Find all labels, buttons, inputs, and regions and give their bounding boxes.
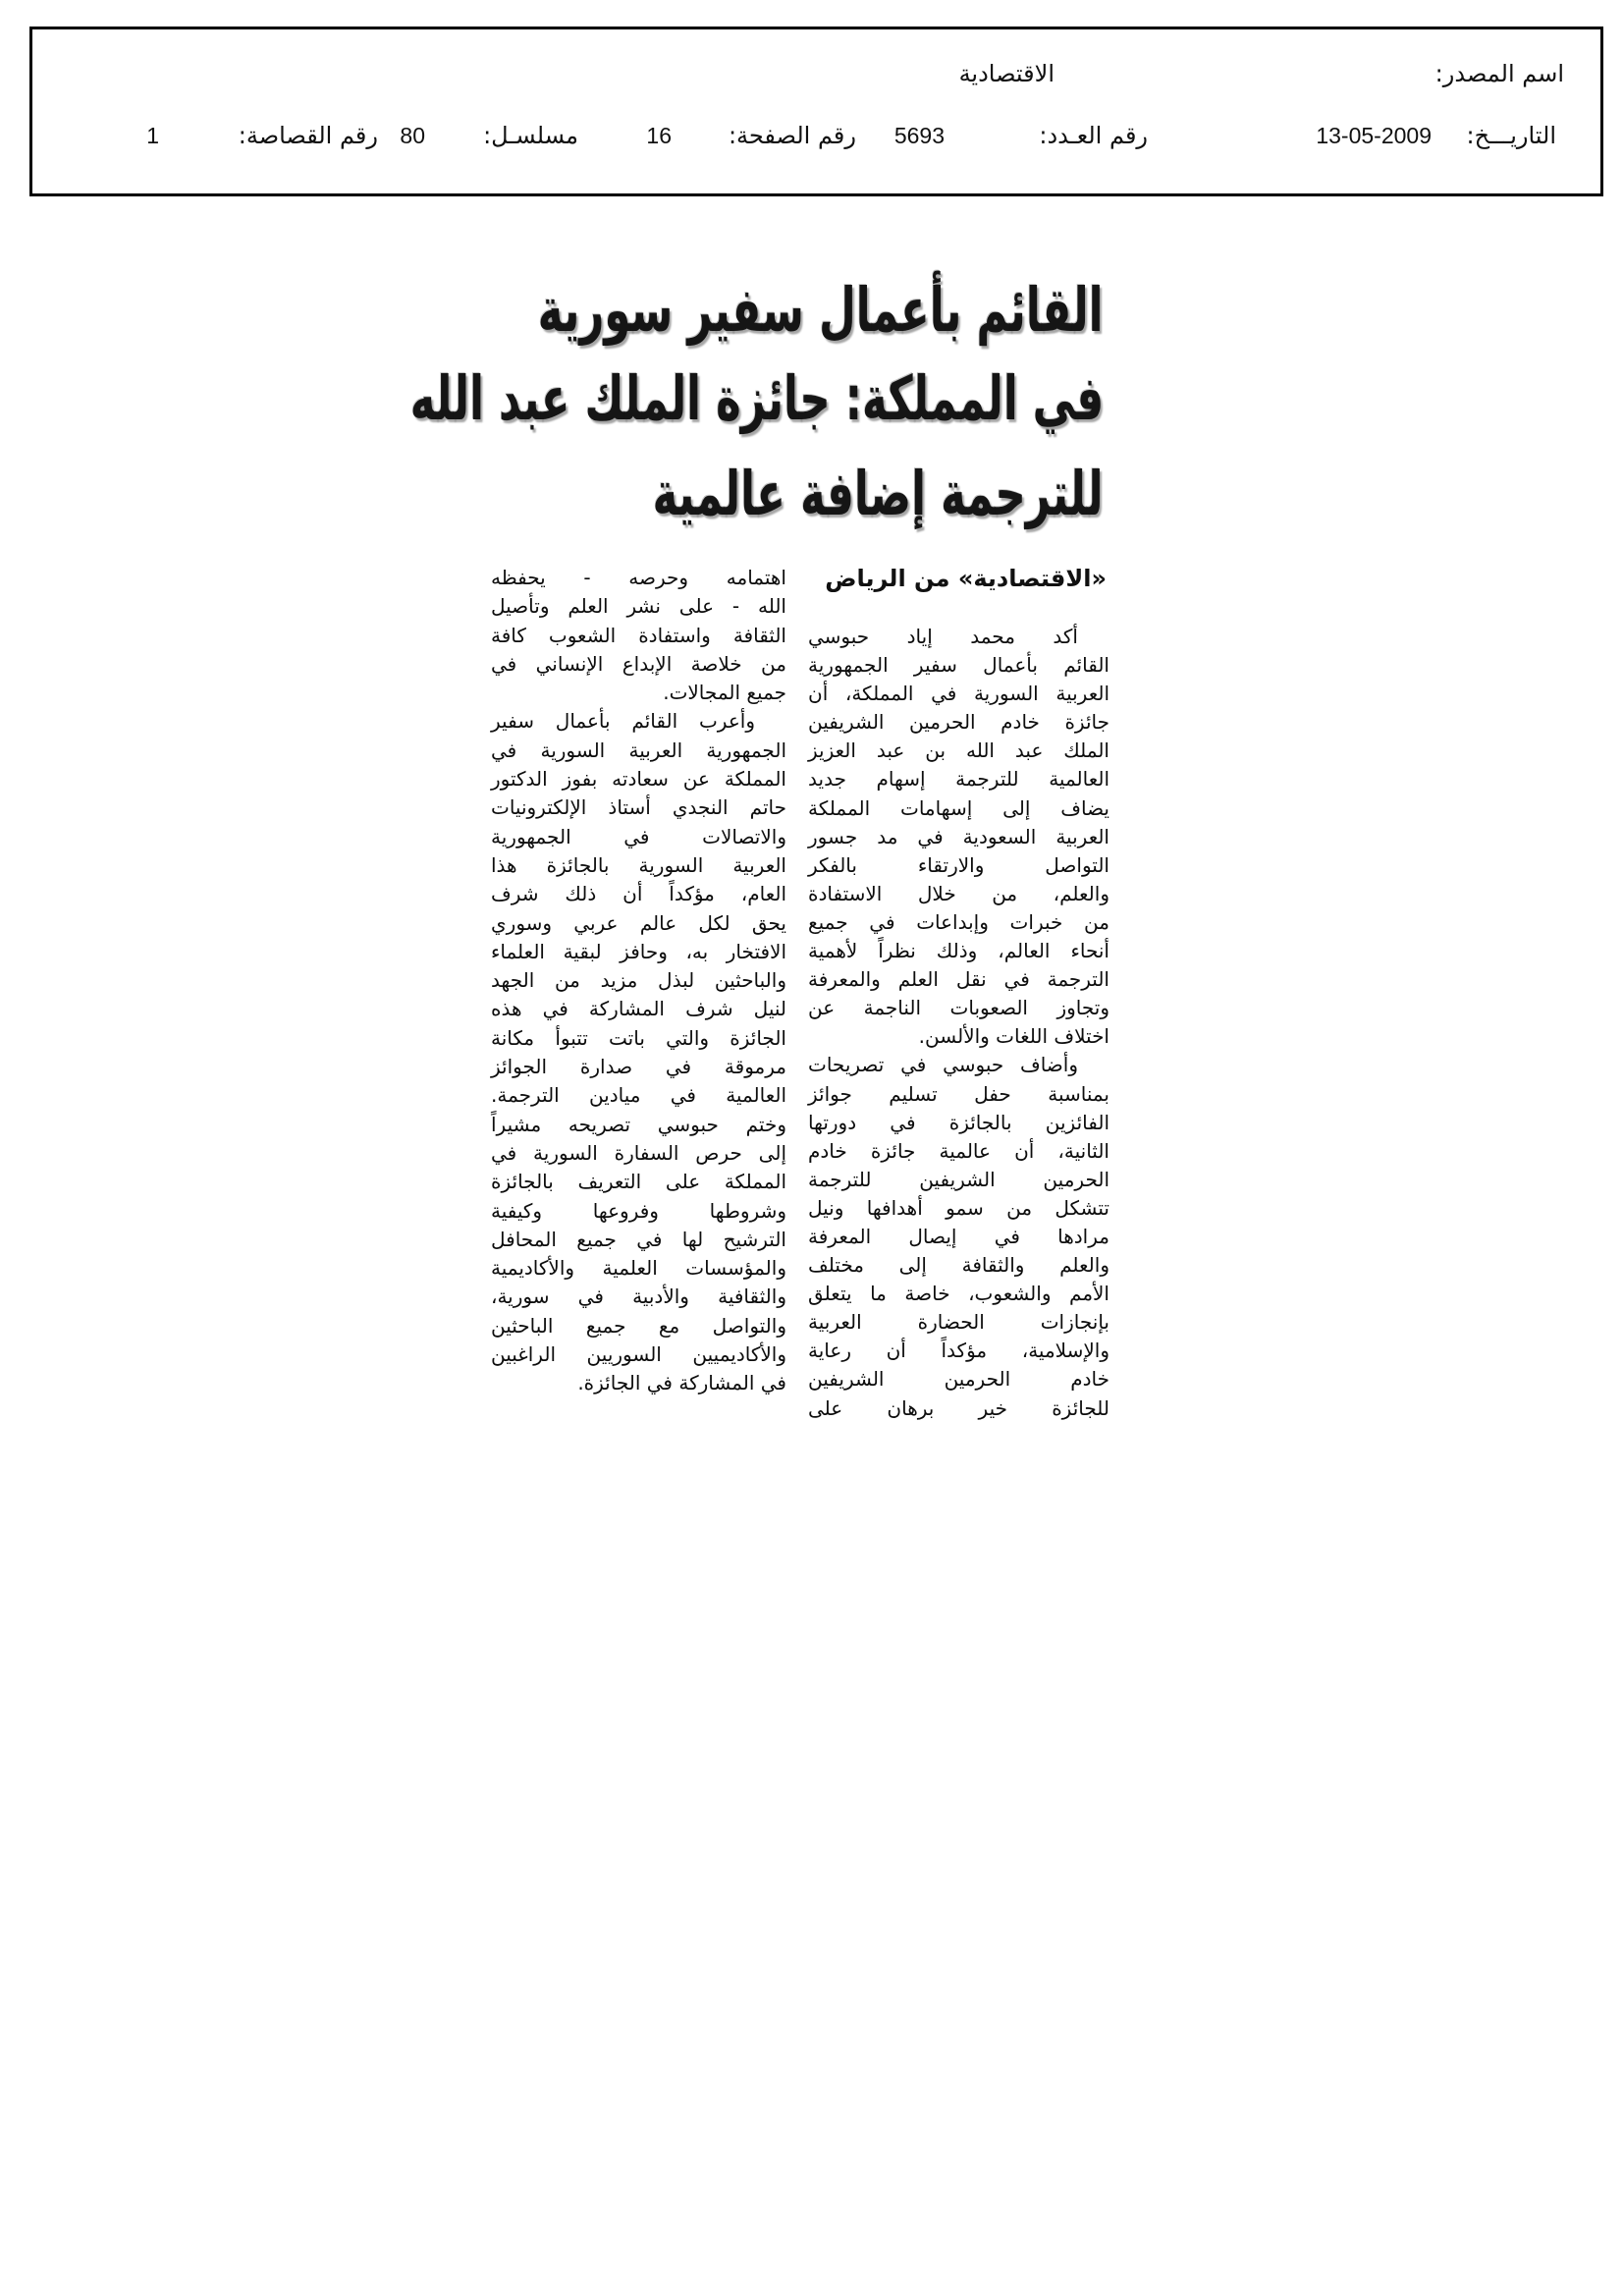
serial-label: مسلسـل: [483,122,578,149]
article-line: وشروطها وفروعها وكيفية [491,1198,786,1223]
article-line: إلى حرص السفارة السورية في [491,1140,786,1165]
article-line: والمؤسسات العلمية والأكاديمية [491,1256,786,1281]
article-line: جائزة خادم الحرمين الشريفين [808,710,1109,735]
headline-line: القائم بأعمال سفير سورية [538,274,1104,346]
date-value: 13-05-2009 [1316,123,1432,148]
article-line: مرموقة في صدارة الجوائز [491,1055,786,1079]
article-line: اختلاف اللغات والألسن. [918,1024,1109,1049]
article-line: من خبرات وإبداعات في جميع [808,909,1109,934]
article-line: الله - على نشر العلم وتأصيل [491,594,786,619]
date-label: التاريـــخ: [1466,122,1556,149]
article-line: العربية السورية بالجائزة هذا [491,852,786,877]
article-column-right [808,623,1109,1423]
article-line: أنحاء العالم، وذلك نظراً لأهمية [808,939,1109,963]
issue-value: 5693 [893,123,945,148]
article-line: والباحثين لبذل مزيد من الجهد [491,968,786,993]
article-line: للجائزة خير برهان على [808,1395,1109,1420]
headline-line: للترجمة إضافة عالمية [653,458,1104,529]
clipping-label: رقم القصاصة: [238,122,378,149]
article-line: المملكة على التعريف بالجائزة [491,1170,786,1194]
page-label: رقم الصفحة: [728,122,856,149]
clipping-value: 1 [146,123,159,148]
article-line: لنيل شرف المشاركة في هذه [491,997,786,1021]
article-line: اهتمامه وحرصه - يحفظه [491,566,786,589]
article-line: الجمهورية العربية السورية في [491,738,786,762]
article-line: والتواصل مع جميع الباحثين [491,1313,786,1338]
article-line: الترشيح لها في جميع المحافل [491,1227,786,1251]
article-line: القائم بأعمال سفير الجمهورية [808,653,1109,678]
article-line: بمناسبة حفل تسليم جوائز [808,1081,1109,1106]
article-line: والثقافية والأدبية في سورية، [491,1285,786,1309]
article-line: والعلم، من خلال الاستفادة [808,881,1109,905]
headline-line: في المملكة: جائزة الملك عبد الله [409,362,1104,434]
article-line: الافتخار به، وحافز لبقية العلماء [491,939,786,963]
issue-label: رقم العـدد: [1039,122,1148,149]
article-line: والاتصالات في الجمهورية [491,824,786,848]
article-line: المملكة عن سعادته بفوز الدكتور [491,767,786,792]
article-line: حاتم النجدي أستاذ الإلكترونيات [491,795,786,820]
article-line: العام، مؤكداً أن ذلك شرف [491,882,786,906]
article-line: وختم حبوسي تصريحه مشيراً [491,1112,786,1136]
byline: «الاقتصادية» من الرياض [825,565,1107,592]
article-line: بإنجازات الحضارة العربية [808,1310,1109,1335]
article-column-left [491,564,786,1398]
article-line: العالمية للترجمة إسهام جديد [808,767,1109,792]
article-line: العربية السعودية في مد جسور [808,824,1109,848]
article-line: في المشاركة في الجائزة. [577,1371,786,1395]
page-value: 16 [646,123,672,148]
article-line: من خلاصة الإبداع الإنساني في [491,651,786,676]
article-line: أكد محمد إياد حبوسي [808,625,1078,648]
article-line: الملك عبد الله بن عبد العزيز [808,738,1109,763]
header-box [29,27,1603,196]
article-line: وأعرب القائم بأعمال سفير [491,709,755,734]
article-line: الثقافة واستفادة الشعوب كافة [491,623,786,647]
article-line: والعلم والثقافة إلى مختلف [808,1253,1109,1278]
article-line: الأمم والشعوب، خاصة ما يتعلق [808,1282,1109,1306]
article-line: العربية السورية في المملكة، أن [808,682,1109,706]
article-line: تتشكل من سمو أهدافها ونيل [808,1195,1109,1220]
article-line: يضاف إلى إسهامات المملكة [808,795,1109,820]
article-line: والإسلامية، مؤكداً أن رعاية [808,1339,1109,1363]
article-line: وأضاف حبوسي في تصريحات [808,1053,1078,1077]
article-line: الثانية، أن عالمية جائزة خادم [808,1138,1109,1163]
article-line: يحق لكل عالم عربي وسوري [491,910,786,935]
article-line: جميع المجالات. [663,681,786,705]
serial-value: 80 [400,123,425,148]
article-line: الفائزين بالجائزة في دورتها [808,1110,1109,1134]
article-line: العالمية في ميادين الترجمة. [491,1083,786,1108]
source-label: اسم المصدر: [1434,60,1564,87]
article-line: خادم الحرمين الشريفين [808,1367,1109,1392]
article-line: الترجمة في نقل العلم والمعرفة [808,967,1109,992]
article-line: مرادها في إيصال المعرفة [808,1224,1109,1248]
article-line: وتجاوز الصعوبات الناجمة عن [808,996,1109,1020]
article-line: والأكاديميين السوريين الراغبين [491,1342,786,1367]
source-value: الاقتصادية [958,60,1055,87]
article-line: الحرمين الشريفين للترجمة [808,1167,1109,1191]
article-line: الجائزة والتي باتت تتبوأ مكانة [491,1025,786,1050]
article-line: التواصل والارتقاء بالفكر [808,852,1109,877]
